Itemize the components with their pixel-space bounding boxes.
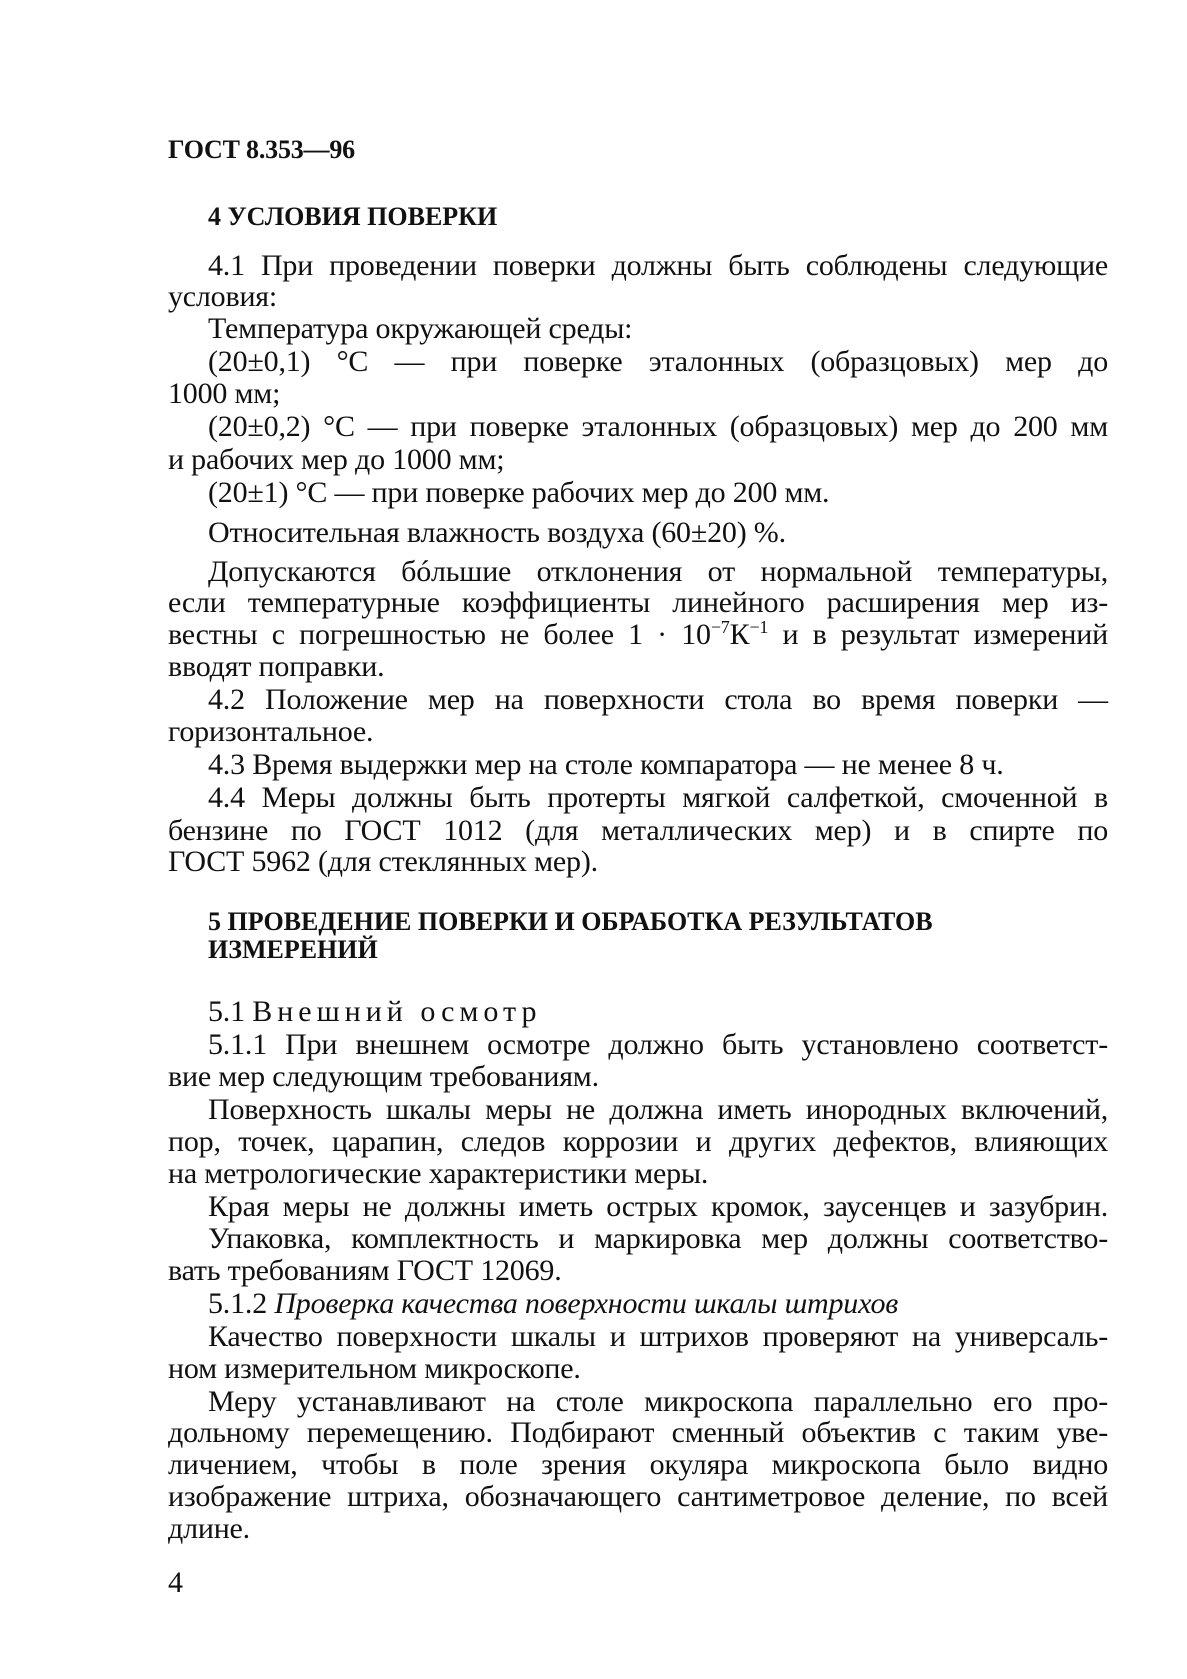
subsection-number: 5.1.2 (208, 1287, 275, 1320)
section-4-heading: 4 УСЛОВИЯ ПОВЕРКИ (208, 202, 498, 231)
paragraph-line: если температурные коэффициенты линейного расширения мер из- (168, 586, 1108, 619)
paragraph-line: ном измерительном микроскопе. (168, 1352, 581, 1385)
text-fragment: и в результат измерений (768, 618, 1109, 651)
paragraph-line: вать требованиям ГОСТ 12069. (168, 1254, 562, 1287)
superscript: −1 (749, 617, 769, 637)
paragraph-line: пор, точек, царапин, следов коррозии и других дефектов, влияющих (168, 1125, 1108, 1158)
paragraph-line: изображение штриха, обозначающего сантиметровое деление, по всей (168, 1480, 1108, 1513)
paragraph-line: Меру устанавливают на столе микроскопа параллельно его про- (208, 1385, 1108, 1418)
paragraph-line: личением, чтобы в поле зрения окуляра микроскопа было видно (168, 1448, 1108, 1481)
superscript: −7 (710, 617, 730, 637)
paragraph-line: Поверхность шкалы меры не должна иметь инородных включений, (208, 1093, 1108, 1126)
text-fragment: К (729, 618, 750, 651)
section-5-heading-continued: ИЗМЕРЕНИЙ (208, 935, 378, 964)
page-number: 4 (168, 1566, 183, 1599)
text-fragment: вестны с погрешностью не более 1 · 10 (168, 618, 711, 651)
paragraph-line: ГОСТ 5962 (для стеклянных мер). (168, 845, 598, 878)
paragraph-line: Допускаются бóльшие отклонения от нормальной температуры, (208, 555, 1108, 588)
paragraph-line: Относительная влажность воздуха (60±20) %. (208, 516, 786, 549)
paragraph-line: вводят поправки. (168, 650, 385, 683)
paragraph-line: 4.3 Время выдержки мер на столе компаратора — не менее 8 ч. (208, 748, 1004, 781)
paragraph-line: (20±1) °С — при поверке рабочих мер до 200 мм. (208, 476, 830, 509)
subsection-5-1-heading (208, 995, 541, 1029)
paragraph-line: 4.2 Положение мер на поверхности стола во время поверки — (208, 683, 1108, 716)
paragraph-line: 4.4 Меры должны быть протерты мягкой салфеткой, смоченной в (208, 781, 1108, 814)
subsection-title: Проверка качества поверхности шкалы штрихов (274, 1287, 899, 1320)
paragraph-line: Края меры не должны иметь острых кромок, заусенцев и зазубрин. (208, 1190, 1108, 1223)
section-5-heading: 5 ПРОВЕДЕНИЕ ПОВЕРКИ И ОБРАБОТКА РЕЗУЛЬТАТОВ (208, 907, 933, 936)
subsection-5-1-2-heading (208, 1287, 898, 1321)
paragraph-line: 1000 мм; (168, 377, 281, 410)
paragraph-line: условия: (168, 280, 278, 313)
paragraph-line: горизонтальное. (168, 715, 374, 748)
paragraph-line: дольному перемещению. Подбирают сменный объектив с таким уве- (168, 1416, 1108, 1449)
paragraph-line: Качество поверхности шкалы и штрихов проверяют на универсаль- (208, 1320, 1108, 1353)
paragraph-line-with-exponents (168, 618, 1108, 652)
paragraph-line: и рабочих мер до 1000 мм; (168, 443, 505, 476)
paragraph-line: длине. (168, 1512, 250, 1545)
document-header: ГОСТ 8.353—96 (168, 135, 355, 164)
paragraph-line: Упаковка, комплектность и маркировка мер должны соответство- (208, 1222, 1108, 1255)
subsection-number: 5.1 (208, 995, 253, 1028)
paragraph-line: (20±0,1) °С — при поверке эталонных (образцовых) мер до (208, 345, 1108, 378)
paragraph-line: (20±0,2) °С — при поверке эталонных (образцовых) мер до 200 мм (208, 410, 1108, 443)
paragraph-line: 4.1 При проведении поверки должны быть соблюдены следующие (208, 249, 1108, 282)
paragraph-line: 5.1.1 При внешнем осмотре должно быть установлено соответст- (208, 1028, 1108, 1061)
paragraph-line: на метрологические характеристики меры. (168, 1157, 709, 1190)
paragraph-line: Температура окружающей среды: (208, 312, 633, 345)
subsection-title: Внешний осмотр (252, 995, 542, 1028)
paragraph-line: вие мер следующим требованиям. (168, 1060, 599, 1093)
paragraph-line: бензине по ГОСТ 1012 (для металлических мер) и в спирте по (168, 814, 1108, 847)
